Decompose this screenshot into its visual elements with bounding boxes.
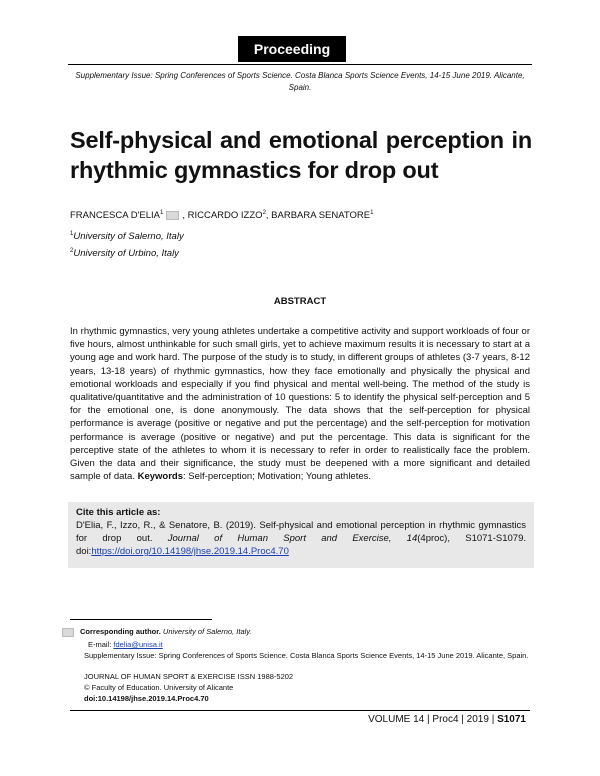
author-name: , BARBARA SENATORE (265, 210, 371, 222)
keywords-label: Keywords (137, 471, 184, 483)
mail-icon (62, 628, 74, 637)
keywords-text: : Self-perception; Motivation; Young athletes. (183, 471, 372, 483)
supplementary-issue-line: Supplementary Issue: Spring Conferences of Sports Science. Costa Blanca Sports Science Events, 14-15 June 2019. Alicante, Spain. (75, 71, 525, 92)
article-title: Self-physical and emotional perception in rhythmic gymnastics for drop out (70, 127, 532, 183)
citation-heading: Cite this article as: (76, 507, 161, 518)
volume-issue: VOLUME 14 | Proc4 | 2019 | (368, 714, 498, 725)
page-info (368, 714, 526, 725)
author-affiliation-mark: 1 (370, 210, 374, 216)
abstract-body (70, 325, 530, 483)
citation-authors: D'Elia, F., Izzo, R., & Senatore, B. (2019). Self-physical and emotional perception in rhythmic gymnastics for drop out. (76, 520, 526, 544)
author-affiliation-mark: 1 (159, 210, 164, 216)
affiliation-2 (70, 245, 179, 260)
footnote-supplementary: Supplementary Issue: Spring Conferences of Sports Science. Costa Blanca Sports Science Events, 14-15 June 2019. Alicante, Spain. (84, 651, 529, 660)
copyright-line: © Faculty of Education. University of Alicante (84, 683, 234, 692)
header-divider (68, 64, 532, 65)
author-affiliation-mark: 2 (262, 210, 266, 216)
email-label: E-mail: (88, 640, 114, 649)
bottom-divider (70, 710, 530, 711)
email-link[interactable]: fdelia@unisa.it (113, 640, 163, 649)
affiliation-text: University of Salerno, Italy (73, 231, 184, 243)
journal-issn: JOURNAL OF HUMAN SPORT & EXERCISE ISSN 1988-5202 (84, 672, 294, 681)
citation-text (76, 519, 526, 558)
email-line (88, 640, 538, 650)
doi-link[interactable]: https://doi.org/10.14198/jhse.2019.14.Proc4.70 (91, 546, 289, 557)
proceeding-badge: Proceeding (238, 36, 346, 62)
affiliation-1 (70, 228, 184, 243)
affiliation-mark: 2 (70, 248, 74, 254)
mail-icon[interactable] (166, 211, 179, 220)
author-name: , RICCARDO IZZO (182, 210, 263, 222)
corresponding-author-affiliation: University of Salerno, Italy. (160, 627, 252, 636)
author-list (70, 207, 373, 222)
footnote-divider (70, 619, 212, 620)
affiliation-mark: 1 (70, 231, 74, 237)
author-name: FRANCESCA D'ELIA (70, 210, 160, 222)
abstract-text: In rhythmic gymnastics, very young athletes undertake a competitive activity and support workloads of four or five hours, almost unthinkable for such small girls, yet to achieve maximum results it is necessary to start at a young age and work hard. The purpose of the study is to study, in different groups of athletes (3-7 years, 8-12 years, 13-18 years) of rhythmic gymnastics, how they face emotionally and physically the physical and emotional workloads and especially if you find physical and mental well-being. The method of the study is qualitative/quantitative and the administration of 10 questions: 5 to identify the physical self-perception and 5 for the emotional one, is done anonymously. The data shows that the self-perception for physical performance is average (positive or negative and put the percentage) and the self-perception for motivation performance is average (positive or negative) and put the percentage. This data is significant for the perceptive state of the athletes to whom it is necessary to refer in order to realistically face the problem. Given the data and their significance, the study must be deepened with a more significant and detailed sample of data. (70, 326, 530, 483)
citation-box (68, 502, 534, 568)
footnote-doi: doi:10.14198/jhse.2019.14.Proc4.70 (84, 694, 209, 703)
corresponding-author-line (80, 627, 530, 637)
citation-pages: (4proc), S1071-S1079. doi: (76, 533, 526, 557)
corresponding-author-label: Corresponding author. (80, 627, 161, 636)
citation-journal: Journal of Human Sport and Exercise, 14 (167, 533, 418, 544)
abstract-heading: ABSTRACT (273, 296, 327, 307)
page-number: S1071 (497, 714, 526, 725)
affiliation-text: University of Urbino, Italy (73, 248, 179, 260)
